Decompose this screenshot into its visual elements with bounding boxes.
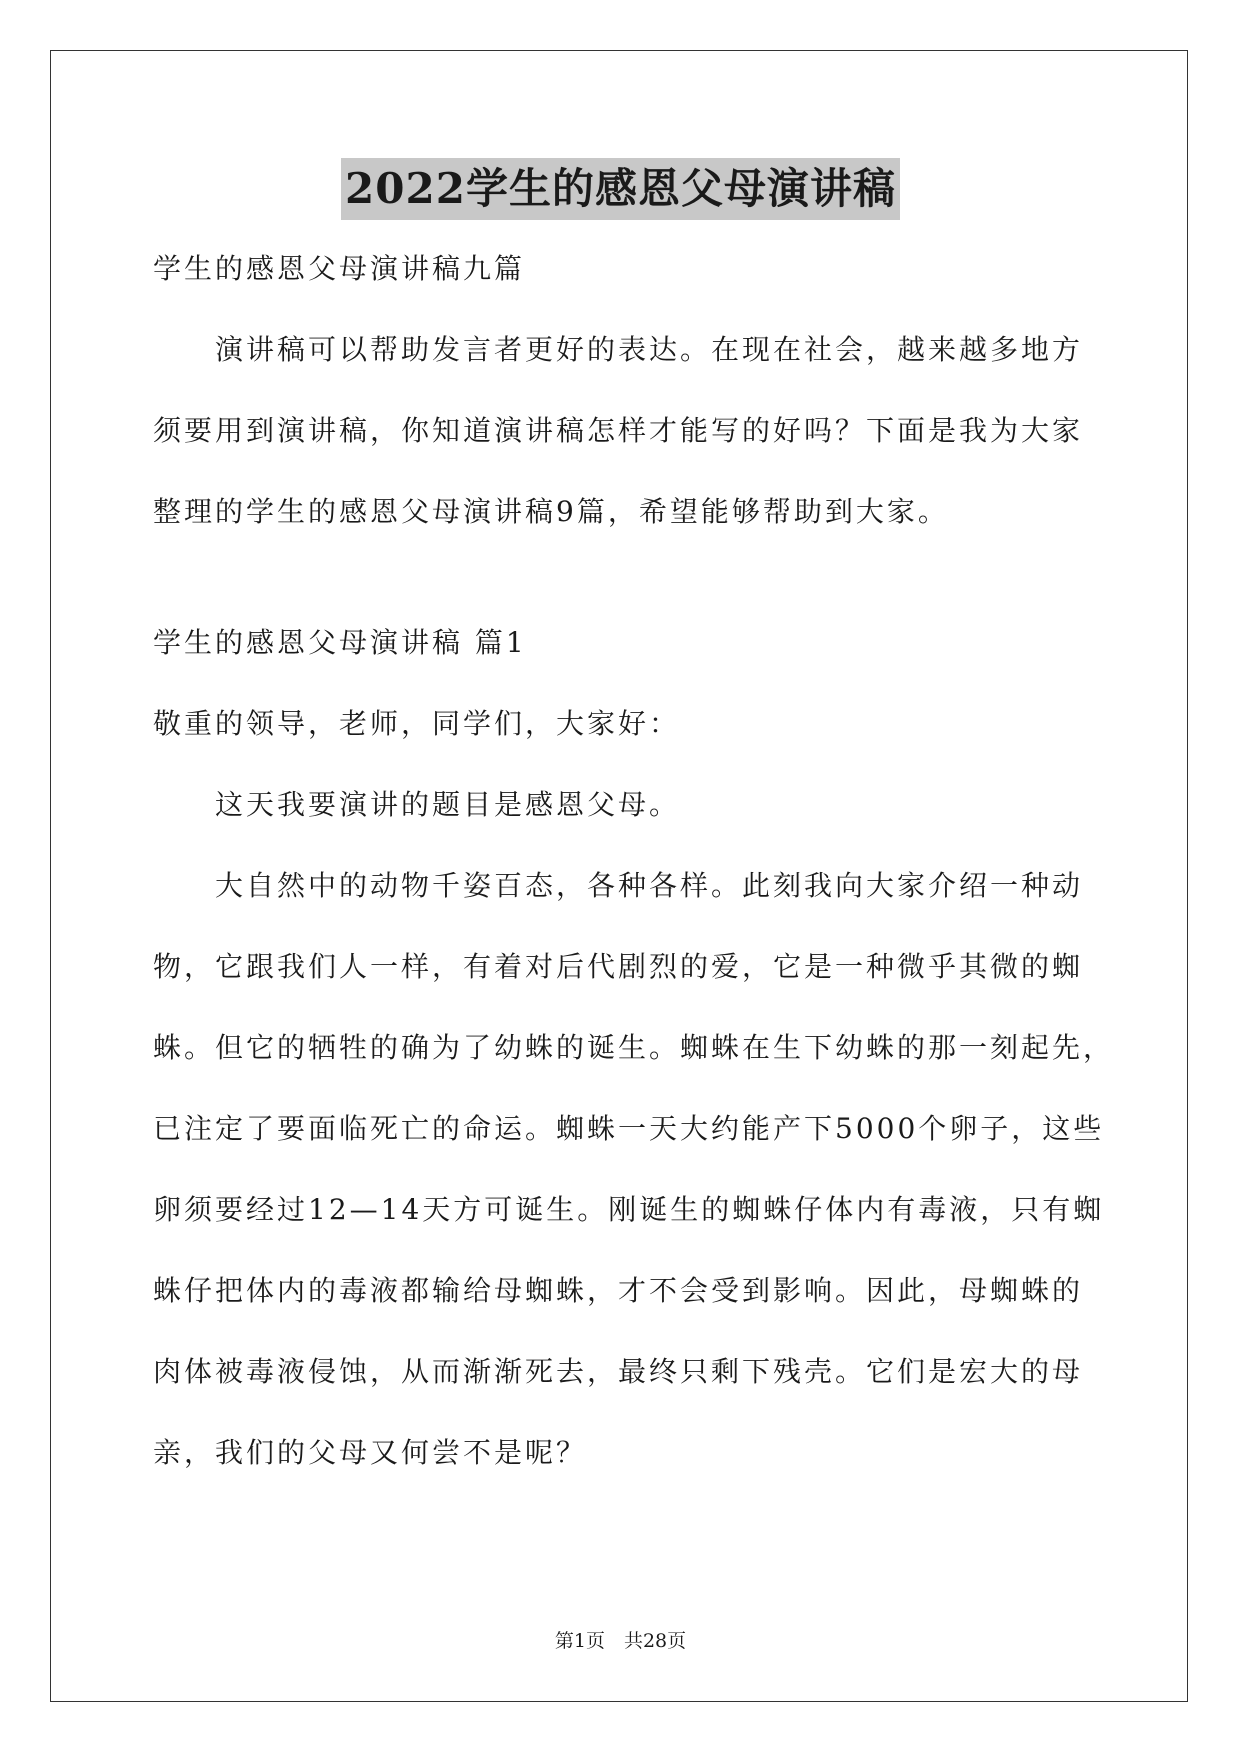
body-line: 卵须要经过12—14天方可诞生。刚诞生的蜘蛛仔体内有毒液，只有蜘 [153, 1193, 1105, 1226]
spacer [153, 552, 1093, 602]
document-body [153, 228, 1115, 1493]
body-line: 大自然中的动物千姿百态，各种各样。此刻我向大家介绍一种动 [215, 869, 1084, 902]
intro-line: 须要用到演讲稿，你知道演讲稿怎样才能写的好吗？下面是我为大家 [153, 414, 1084, 447]
topic: 这天我要演讲的题目是感恩父母。 [215, 788, 681, 821]
body-line: 肉体被毒液侵蚀，从而渐渐死去，最终只剩下残壳。它们是宏大的母 [153, 1355, 1084, 1388]
intro-line: 整理的学生的感恩父母演讲稿9篇，希望能够帮助到大家。 [153, 495, 949, 528]
body-line: 蛛。但它的牺牲的确为了幼蛛的诞生。蜘蛛在生下幼蛛的那一刻起先， [153, 1031, 1115, 1064]
body-line: 已注定了要面临死亡的命运。蜘蛛一天大约能产下5000个卵子，这些 [153, 1112, 1105, 1145]
subtitle: 学生的感恩父母演讲稿九篇 [153, 252, 526, 285]
document-title: 2022学生的感恩父母演讲稿 [341, 158, 900, 220]
body-line: 亲，我们的父母又何尝不是呢？ [153, 1436, 588, 1469]
intro-line: 演讲稿可以帮助发言者更好的表达。在现在社会，越来越多地方 [215, 333, 1084, 366]
body-line: 物，它跟我们人一样，有着对后代剧烈的爱，它是一种微乎其微的蜘 [153, 950, 1084, 983]
body-line: 蛛仔把体内的毒液都输给母蜘蛛，才不会受到影响。因此，母蜘蛛的 [153, 1274, 1084, 1307]
title-container [0, 158, 1241, 220]
section-heading: 学生的感恩父母演讲稿 篇1 [153, 626, 527, 659]
page-footer: 第1页 共28页 [554, 1630, 687, 1652]
greeting: 敬重的领导，老师，同学们，大家好： [153, 707, 681, 740]
